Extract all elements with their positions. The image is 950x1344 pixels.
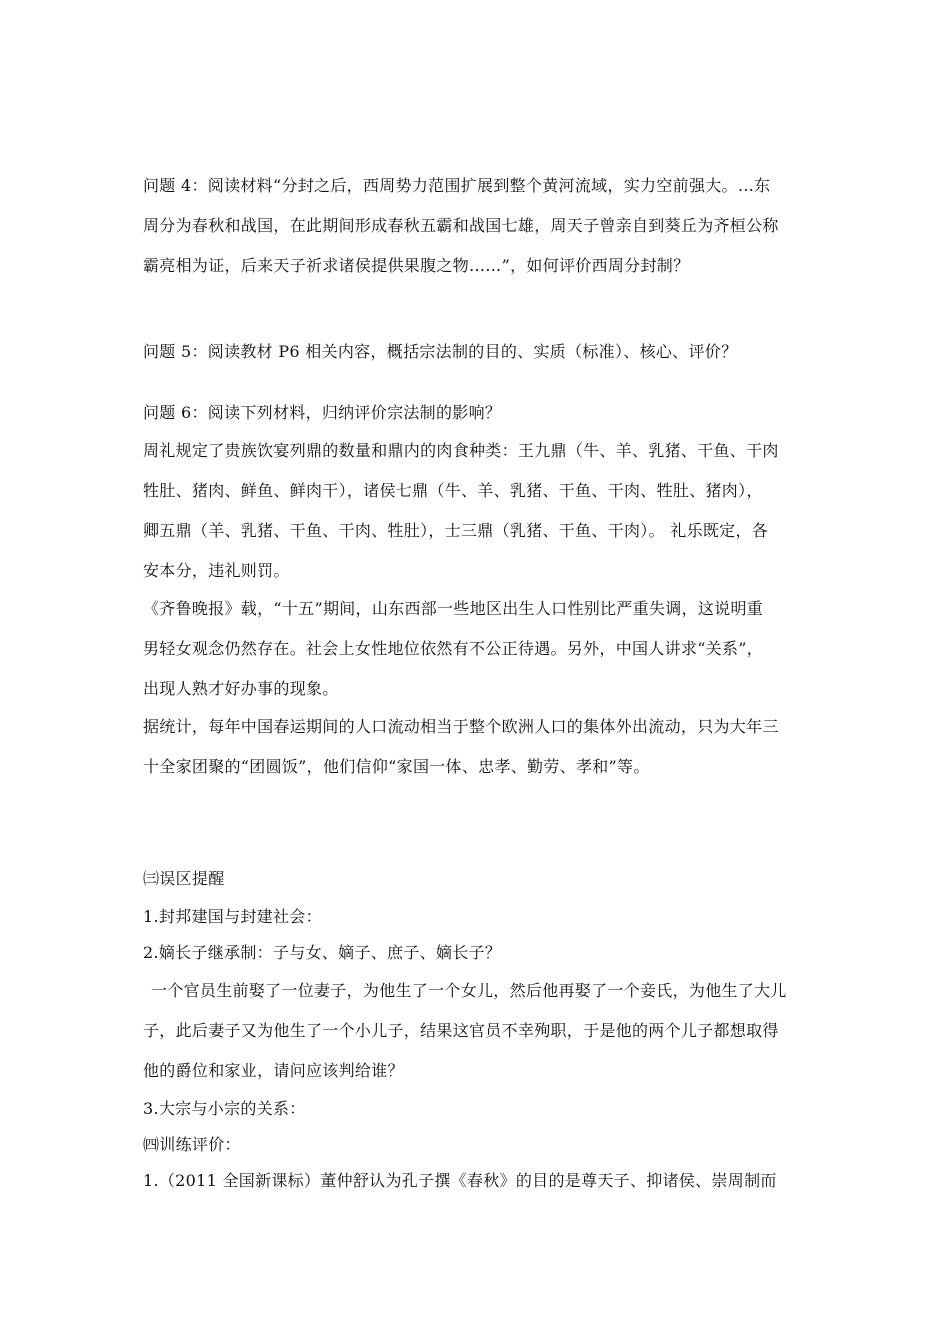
- section-3-heading: ㈢误区提醒: [143, 869, 225, 888]
- question-5: 问题 5：阅读教材 P6 相关内容，概括宗法制的目的、实质（标准）、核心、评价？: [143, 342, 738, 361]
- material-3-line-1: 据统计，每年中国春运期间的人口流动相当于整个欧洲人口的集体外出流动，只为大年三: [143, 717, 779, 736]
- section-4-item-1: 1.（2011 全国新课标）董仲舒认为孔子撰《春秋》的目的是尊天子、抑诸侯、崇周制而: [143, 1171, 777, 1190]
- material-1-line-3: 卿五鼎（羊、乳猪、干鱼、干肉、牲肚），士三鼎（乳猪、干鱼、干肉）。 礼乐既定，各: [143, 521, 769, 540]
- section-4-heading: ㈣训练评价：: [143, 1135, 241, 1154]
- case-line-2: 子，此后妻子又为他生了一个小儿子，结果这官员不幸殉职，于是他的两个儿子都想取得: [143, 1021, 779, 1040]
- material-1-line-1: 周礼规定了贵族饮宴列鼎的数量和鼎内的肉食种类：王九鼎（牛、羊、乳猪、干鱼、干肉: [143, 441, 779, 460]
- material-2-line-2: 男轻女观念仍然存在。社会上女性地位依然有不公正待遇。另外，中国人讲求“关系”，: [143, 639, 764, 658]
- material-1-line-4: 安本分，违礼则罚。: [143, 561, 290, 580]
- question-4-line-1: 问题 4：阅读材料“分封之后，西周势力范围扩展到整个黄河流域，实力空前强大。…东: [143, 176, 771, 195]
- section-3-item-1: 1.封邦建国与封建社会：: [143, 907, 322, 926]
- section-3-item-2: 2.嫡长子继承制：子与女、嫡子、庶子、嫡长子？: [143, 943, 502, 962]
- case-line-3: 他的爵位和家业，请问应该判给谁？: [143, 1061, 404, 1080]
- material-2-line-3: 出现人熟才好办事的现象。: [143, 679, 339, 698]
- section-3-item-3: 3.大宗与小宗的关系：: [143, 1099, 306, 1118]
- material-2-line-1: 《齐鲁晚报》载，“十五”期间，山东西部一些地区出生人口性别比严重失调，这说明重: [143, 599, 764, 618]
- material-1-line-2: 牲肚、猪肉、鲜鱼、鲜肉干），诸侯七鼎（牛、羊、乳猪、干鱼、干肉、牲肚、猪肉），: [143, 481, 763, 500]
- case-line-1: 一个官员生前娶了一位妻子，为他生了一个女儿，然后他再娶了一个妾氏，为他生了大儿: [151, 981, 787, 1000]
- question-4-line-2: 周分为春秋和战国，在此期间形成春秋五霸和战国七雄，周天子曾亲自到葵丘为齐桓公称: [143, 216, 779, 235]
- material-3-line-2: 十全家团聚的“团圆饭”，他们信仰“家国一体、忠孝、勤劳、孝和”等。: [143, 757, 650, 776]
- question-4-line-3: 霸亮相为证，后来天子祈求诸侯提供果腹之物……”，如何评价西周分封制？: [143, 256, 690, 275]
- question-6: 问题 6：阅读下列材料，归纳评价宗法制的影响？: [143, 403, 502, 422]
